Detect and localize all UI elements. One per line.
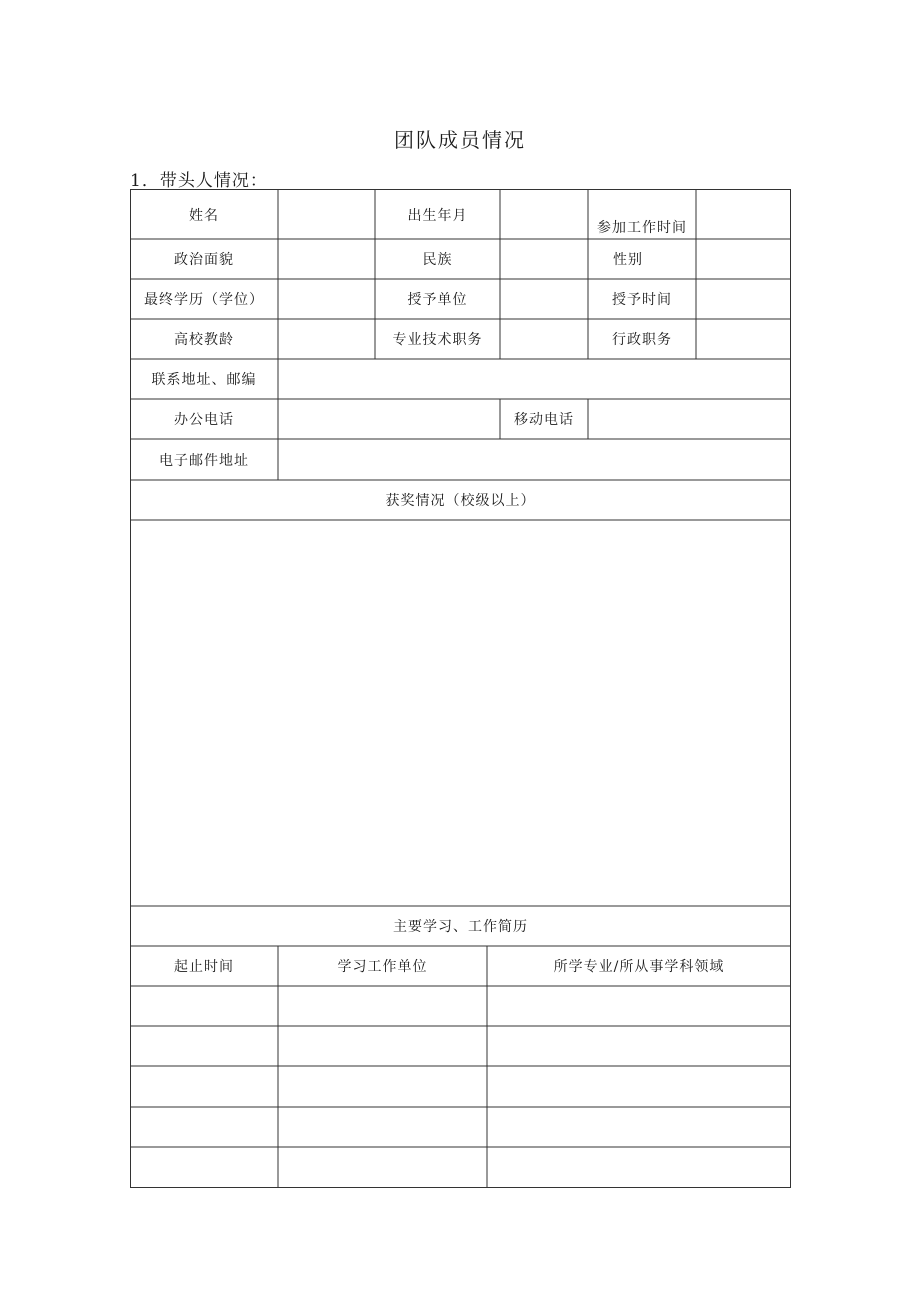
resume-cell[interactable]: [278, 986, 487, 1026]
resume-cell[interactable]: [278, 1107, 487, 1147]
gender-label: 性别: [613, 252, 643, 268]
resume-cell[interactable]: [130, 986, 278, 1026]
resume-cell[interactable]: [487, 986, 791, 1026]
work-start-label: 参加工作时间: [597, 220, 687, 236]
office-phone-label: 办公电话: [174, 412, 234, 428]
resume-cell[interactable]: [130, 1147, 278, 1188]
birth-field[interactable]: [500, 189, 588, 239]
resume-cell[interactable]: [278, 1026, 487, 1066]
teaching-years-field[interactable]: [278, 319, 375, 359]
awards-heading: 获奖情况（校级以上）: [385, 493, 536, 509]
leader-info-table: [130, 189, 791, 1188]
resume-cell[interactable]: [278, 1147, 487, 1188]
resume-cell[interactable]: [130, 1026, 278, 1066]
teaching-years-label: 高校教龄: [174, 332, 234, 348]
resume-col-period: 起止时间: [174, 959, 234, 975]
name-field[interactable]: [278, 189, 375, 239]
resume-cell[interactable]: [130, 1066, 278, 1107]
resume-cell[interactable]: [487, 1066, 791, 1107]
page-title: 团队成员情况: [394, 128, 526, 152]
ethnicity-label: 民族: [422, 252, 453, 268]
gender-field[interactable]: [696, 239, 791, 279]
resume-cell[interactable]: [130, 1107, 278, 1147]
granting-time-label: 授予时间: [612, 292, 672, 308]
awards-content-area[interactable]: [130, 520, 791, 906]
resume-cell[interactable]: [487, 1147, 791, 1188]
political-field[interactable]: [278, 239, 375, 279]
tech-title-label: 专业技术职务: [392, 332, 483, 348]
education-field[interactable]: [278, 279, 375, 319]
resume-col-field: 所学专业/所从事学科领域: [553, 959, 725, 975]
ethnicity-field[interactable]: [500, 239, 588, 279]
mobile-field[interactable]: [588, 399, 791, 439]
email-field[interactable]: [278, 439, 791, 480]
email-label: 电子邮件地址: [159, 452, 249, 469]
granting-time-field[interactable]: [696, 279, 791, 319]
office-phone-field[interactable]: [278, 399, 500, 439]
resume-cell[interactable]: [278, 1066, 487, 1107]
resume-cell[interactable]: [487, 1026, 791, 1066]
resume-cell[interactable]: [487, 1107, 791, 1147]
name-label: 姓名: [189, 208, 219, 224]
granting-unit-field[interactable]: [500, 279, 588, 319]
mobile-label: 移动电话: [514, 412, 574, 428]
work-start-field[interactable]: [696, 189, 791, 239]
section-heading: 1．带头人情况：: [130, 171, 268, 191]
tech-title-field[interactable]: [500, 319, 588, 359]
address-label: 联系地址、邮编: [151, 372, 257, 388]
admin-title-field[interactable]: [696, 319, 791, 359]
birth-label: 出生年月: [407, 208, 468, 224]
address-field[interactable]: [278, 359, 791, 399]
granting-unit-label: 授予单位: [407, 292, 468, 308]
political-label: 政治面貌: [174, 252, 234, 268]
education-label: 最终学历（学位）: [144, 292, 264, 308]
admin-title-label: 行政职务: [612, 332, 672, 348]
resume-col-unit: 学习工作单位: [337, 959, 428, 975]
resume-heading: 主要学习、工作简历: [393, 919, 528, 935]
